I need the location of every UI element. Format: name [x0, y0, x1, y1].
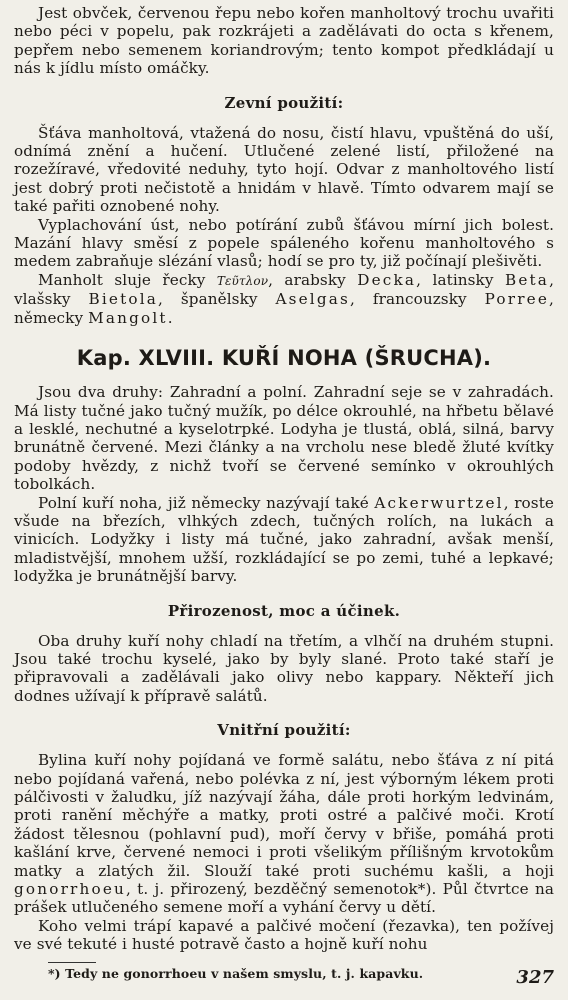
chapter-text: , roste všude na březích, vlhkých zdech, tučných rolích, na lukách a vinicích. Lodyžky i listy má tučné, jako zahradní, avšak menší, mladistvější, mnohem užší, rozkládající se po zemi, tuhé a lepkavé; lodyžka je brunátnější barvy. [14, 493, 554, 586]
names-text: , vlašsky [14, 270, 554, 309]
names-text: , německy [14, 290, 554, 327]
french-name: Porree [484, 290, 550, 309]
internal-use-paragraph-2: Koho velmi trápí kapavé a palčivé močení (řezavka), ten požívej ve své tekuté i husté potravě často a hojně kuří nohu [14, 916, 554, 954]
page-number: 327 [516, 967, 554, 988]
section-heading-nature: Přirozenost, moc a účinek. [167, 601, 401, 620]
nature-paragraph: Oba druhy kuří nohy chladí na třetím, a vlhčí na druhém stupni. Jsou také trochu kyselé, jako by byly slané. Proto také staří je připravovali a zadělávali jako olivy nebo kappary. Někteří jich dodnes užívají k přípravě salátů. [14, 631, 554, 705]
chapter-paragraph-2 [14, 494, 554, 586]
german-name: Mangolt [88, 308, 168, 327]
names-text: , francouzsky [350, 290, 485, 309]
names-text: Manholt sluje řecky [38, 270, 217, 289]
chapter-paragraph-1: Jsou dva druhy: Zahradní a polní. Zahradní seje se v zahradách. Má listy tučné jako tučný mužík, po délce okrouhlé, na hřbetu bělavé a lesklé, nechutné a kyselotrpké. Lodyha je tlustá, oblá, silná, barvy brunátně červené. Mezi články a na vrcholu nese bledě žluté kvítky podoby hvězdy, z nichž tvoří se červené semínko v okrouhlých tobolkách. [14, 383, 554, 494]
internal-text: Bylina kuří nohy pojídaná ve formě salátu, nebo šťáva z ní pitá nebo pojídaná vařená, nebo polévka z ní, jest výborným lékem proti pálčivosti v žaludku, jíž nazývají žáha, dále proti horkým ledvinám, proti ranění měchýře a matky, proti ostré a palčivé moči. Krotí žádost tělesnou (pohlavní pud), moří červy v břiše, pomáhá proti kašlání krve, červené nemoci i proti všelikým přílišným krvotokům matky a zlatých žil. Slouží také proti suchému kašli, a hoji [14, 751, 554, 880]
chapter-text: Polní kuří noha, již německy nazývají také [38, 493, 375, 512]
section-heading-internal-use: Vnitřní použití: [217, 721, 351, 740]
spanish-name: Aselgas [275, 290, 351, 309]
arabic-name: Decka [357, 270, 417, 289]
internal-use-paragraph-1 [14, 751, 554, 917]
names-text: , španělsky [158, 290, 276, 309]
section-heading-external-use: Zevní použití: [224, 93, 344, 112]
greek-name: Τεῦτλον [216, 273, 269, 288]
names-text: , arabsky [268, 270, 358, 289]
spaced-term: gonorrhoeu [14, 880, 127, 899]
names-text: , latinsky [416, 270, 505, 289]
german-term: Ackerwurtzel [374, 493, 504, 512]
chapter-title: Kap. XLVIII. KUŘÍ NOHA (ŠRUCHA). [76, 346, 492, 371]
external-use-paragraph-1: Šťáva manholtová, vtažená do nosu, čistí hlavu, vpuštěná do uší, odnímá znění a hučení. Utlučené zelené listí, přiložené na rozežíravé, vředovité neduhy, tyto hojí. Odvar z manholtového listí jest dobrý proti nečistotě a hnidám v hlavě. Tímto odvarem mají se také pařiti oznobené nohy. [14, 123, 554, 216]
intro-paragraph: Jest obvček, červenou řepu nebo kořen manholtový trochu uvařiti nebo péci v popelu, pak rozkrájeti a zadělávati do octa s křenem, pepřem nebo semenem koriandrovým; tento kompot předkládají u nás k jídlu místo omáčky. [14, 4, 554, 78]
italian-name: Bietola [88, 290, 159, 309]
latin-name: Beta [504, 270, 550, 289]
footnote-divider [48, 962, 96, 963]
internal-text: , t. j. přirozený, bezděčný semenotok*). Půl čtvrtce na prášek utlučeného semene moří a vyhání červy u dětí. [14, 880, 554, 917]
external-use-paragraph-2: Vyplachování úst, nebo potírání zubů šťávou mírní jich bolest. Mazání hlavy směsí z popele spáleného kořenu manholtového s medem zabraňuje slézání vlasů; hodí se pro ty, již počínají plešivěti. [14, 215, 554, 271]
names-text: . [167, 308, 173, 327]
names-paragraph [14, 271, 554, 327]
footnote: *) Tedy ne gonorrhoeu v našem smyslu, t. j. kapavku. [48, 965, 424, 981]
